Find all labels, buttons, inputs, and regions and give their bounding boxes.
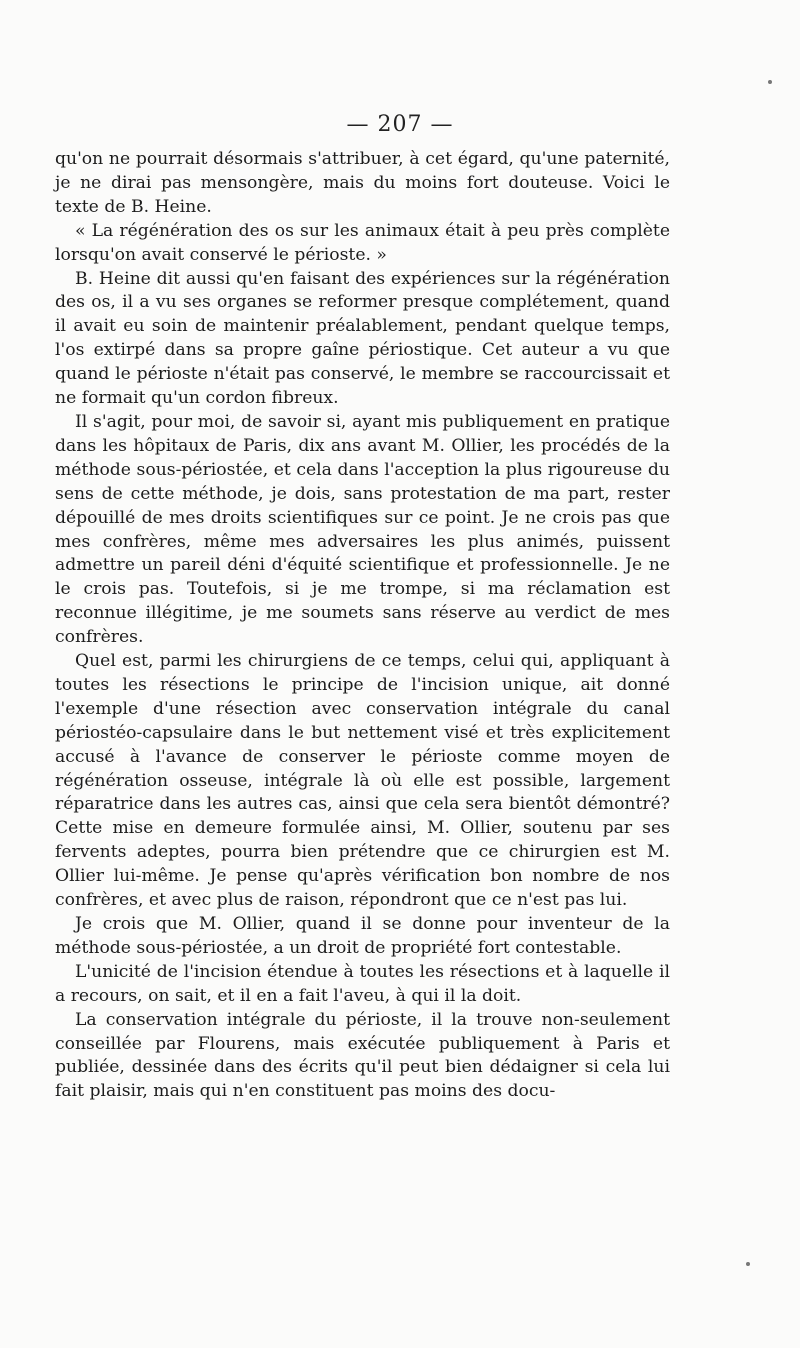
paragraph-6: Je crois que M. Ollier, quand il se donne pour inventeur de la méthode sous-périostée, a un droit de propriété fort contestable. (55, 914, 670, 958)
paragraph-7: L'unicité de l'incision étendue à toutes les résections et à laquelle il a recours, on sait, et il en a fait l'aveu, à qui il la doit. (55, 961, 670, 1006)
paragraph-1: qu'on ne pourrait désormais s'attribuer, à cet égard, qu'une paternité, je ne dirai pas mensongère, mais du moins fort douteuse. Voici le texte de B. Heine. (55, 149, 670, 217)
paragraph-2: « La régénération des os sur les animaux était à peu près complète lorsqu'on avait conservé le périoste. » (55, 220, 670, 265)
body-text (55, 148, 670, 1104)
paragraph-5: Quel est, parmi les chirurgiens de ce temps, celui qui, appliquant à toutes les résections le principe de l'incision unique, ait donné l'exemple d'une résection avec conservation intégrale du canal périostéo-capsulaire dans le but nettement visé et très explicitement accusé à l'avance de conserver le périoste comme moyen de régénération osseuse, intégrale là où elle est possible, largement réparatrice dans les autres cas, ainsi que cela sera bientôt démontré? Cette mise en demeure formulée ainsi, M. Ollier, soutenu par ses fervents adeptes, pourra bien prétendre que ce chirurgien est M. Ollier lui-même. Je pense qu'après vérification bon nombre de nos confrères, et avec plus de raison, répondront que ce n'est pas lui. (55, 651, 670, 911)
paragraph-8: La conservation intégrale du périoste, il la trouve non-seulement conseillée par Flourens, mais exécutée publiquement à Paris et publiée, dessinée dans des écrits qu'il peut bien dédaigner si cela lui fait plaisir, mais qui n'en constituent pas moins des docu- (55, 1009, 670, 1102)
paragraph-4: Il s'agit, pour moi, de savoir si, ayant mis publiquement en pratique dans les hôpitaux de Paris, dix ans avant M. Ollier, les procédés de la méthode sous-périostée, et cela dans l'acception la plus rigoureuse du sens de cette méthode, je dois, sans protestation de ma part, rester dépouillé de mes droits scientifiques sur ce point. Je ne crois pas que mes confrères, même mes adversaires les plus animés, puissent admettre un pareil déni d'équité scientifique et professionnelle. Je ne le crois pas. Toutefois, si je me trompe, si ma réclamation est reconnue illégitime, je me soumets sans réserve au verdict de mes confrères. (55, 411, 670, 648)
paper-speck (746, 1262, 750, 1266)
page-number: — 207 — (346, 112, 454, 137)
paper-speck (768, 80, 772, 84)
paragraph-3: B. Heine dit aussi qu'en faisant des expériences sur la régénération des os, il a vu ses organes se reformer presque complétement, quand il avait eu soin de maintenir préalablement, pendant quelque temps, l'os extirpé dans sa propre gaîne périostique. Cet auteur a vu que quand le périoste n'était pas conservé, le membre se raccourcissait et ne formait qu'un cordon fibreux. (55, 268, 670, 409)
